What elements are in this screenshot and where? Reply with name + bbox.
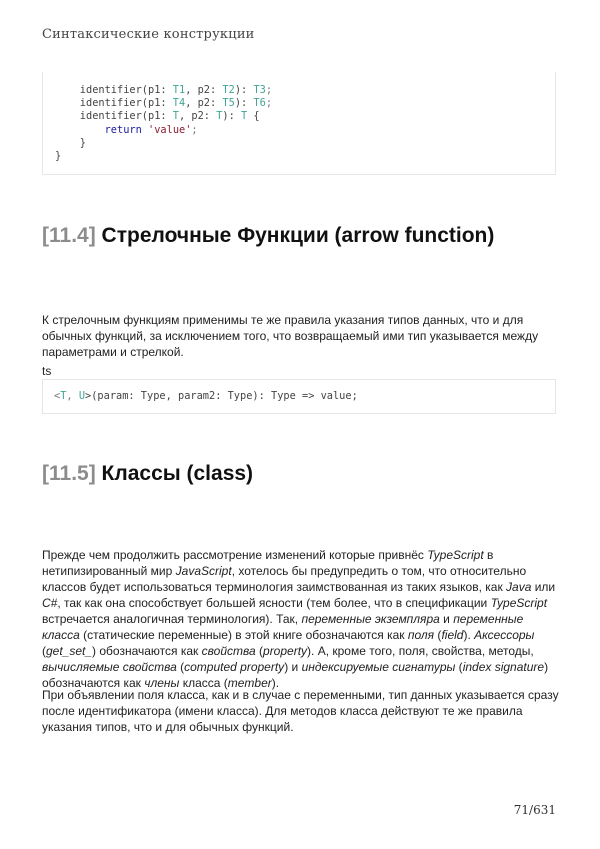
text-run: ( [434, 628, 442, 642]
code-token-type: U [78, 390, 86, 402]
emphasis-term: Java [506, 580, 532, 594]
code-line [55, 124, 555, 137]
code-token-type: T [241, 110, 248, 123]
text-run: ) и [284, 660, 302, 674]
text-run: , хотелось бы предупредить о том, что относительно классов будет использоваться терминология заимствованная из таких языков, как [42, 564, 527, 594]
code-line [55, 84, 555, 97]
code-line [55, 137, 555, 150]
code-token-punct: ; [265, 84, 273, 96]
code-block-arrow-function [42, 379, 556, 414]
text-run: или [531, 580, 556, 594]
emphasis-term: TypeScript [490, 596, 548, 610]
code-token-plain: identifier(p1: [55, 97, 173, 110]
section-title: Классы (class) [101, 462, 254, 485]
emphasis-term: вычисляемые свойства [42, 660, 177, 674]
code-line [54, 390, 555, 403]
code-block-overloads [42, 72, 556, 175]
code-token-type: T4 [172, 97, 186, 110]
code-line [55, 150, 555, 163]
paragraph-classes-terminology [42, 547, 562, 691]
code-token-plain: ): [234, 97, 254, 110]
code-token-plain: ): [234, 84, 254, 96]
code-token-punct: ; [191, 123, 198, 136]
code-language-label: ts [42, 364, 52, 378]
code-token-plain: identifier(p1: [55, 110, 173, 123]
text-run: ( [42, 644, 46, 658]
text-run: ). [271, 676, 280, 690]
code-token-punct: , [66, 390, 79, 402]
text-run: ) обозначаются как [92, 644, 202, 658]
code-token-plain: { [247, 110, 260, 123]
emphasis-term: property [263, 644, 308, 658]
emphasis-term: member [227, 676, 272, 690]
code-line [55, 110, 555, 123]
section-heading-11-5 [42, 462, 253, 486]
code-token-type: T [172, 110, 179, 123]
emphasis-term: свойства [201, 644, 256, 658]
code-token-type: T6 [253, 97, 266, 110]
code-token-plain [55, 124, 105, 136]
emphasis-term: Аксессоры [474, 628, 535, 642]
emphasis-term: индексируемые сигнатуры [301, 660, 456, 674]
text-run: , так как она способствует большей ясности (тем более, что в спецификации [57, 596, 491, 610]
text-run: ). А, кроме того, поля, свойства, методы, [307, 644, 534, 658]
code-token-type: T [60, 390, 67, 402]
page-number: 71/631 [513, 803, 556, 817]
code-token-plain: >(param: Type, param2: Type): Type => value; [85, 390, 358, 402]
emphasis-term: переменные класса [42, 612, 524, 642]
text-run: ) обозначаются как [42, 660, 549, 690]
text-run: встречается аналогичная терминология). Так, [42, 612, 302, 626]
section-number: [11.4] [42, 224, 96, 247]
text-run: Прежде чем продолжить рассмотрение изменений которые привнёс [42, 548, 428, 562]
emphasis-term: TypeScript [427, 548, 484, 562]
emphasis-term: get_set_ [46, 644, 93, 658]
section-heading-11-4 [42, 224, 494, 248]
emphasis-term: C# [42, 596, 58, 610]
code-token-punct: ; [265, 97, 273, 110]
text-run: в нетипизированный мир [42, 548, 494, 578]
code-token-type: T2 [222, 84, 235, 96]
code-token-plain: } [55, 149, 62, 162]
emphasis-term: index signature [462, 660, 545, 674]
paragraph-arrow-functions: К стрелочным функциям применимы те же правила указания типов данных, что и для обычных функций, за исключением того, что возвращаемый ими тип указывается между параметрами и стрелкой. [42, 313, 539, 359]
code-token-string: 'value' [148, 123, 192, 136]
emphasis-term: computed property [184, 660, 285, 674]
code-token-keyword: return [104, 123, 142, 136]
emphasis-term: field [441, 628, 464, 642]
section-number: [11.5] [42, 462, 96, 485]
emphasis-term: поля [407, 628, 435, 642]
text-run: ( [455, 660, 463, 674]
code-token-plain: } [55, 136, 86, 149]
text-run: класса ( [179, 676, 228, 690]
section-title: Стрелочные Функции (arrow function) [101, 224, 495, 247]
emphasis-term: JavaScript [175, 564, 232, 578]
code-token-plain: , p2: [179, 110, 217, 123]
code-token-plain: identifier(p1: [55, 84, 173, 96]
text-run: и [439, 612, 454, 626]
text-run: (статические переменные) в этой книге обозначаются как [79, 628, 408, 642]
code-line [55, 97, 555, 110]
emphasis-term: переменные экземпляра [301, 612, 440, 626]
code-token-plain: ): [222, 110, 242, 123]
code-token-plain: , p2: [185, 97, 223, 110]
paragraph-class-fields: При объявлении поля класса, как и в случае с переменными, тип данных указывается сразу после идентификатора (имени класса). Для методов класса действуют те же правила указания типов, что и для обычных функций. [42, 688, 559, 734]
code-token-type: T [216, 110, 223, 123]
text-run: ( [176, 660, 185, 674]
code-token-type: T3 [253, 84, 266, 96]
text-run: ). [463, 628, 475, 642]
code-token-punct: < [54, 390, 61, 402]
code-token-type: T1 [172, 84, 186, 96]
text-run: ( [255, 644, 264, 658]
running-header-title: Синтаксические конструкции [42, 27, 255, 42]
emphasis-term: члены [144, 676, 180, 690]
code-token-type: T5 [222, 97, 235, 110]
code-token-plain: , p2: [185, 84, 223, 96]
